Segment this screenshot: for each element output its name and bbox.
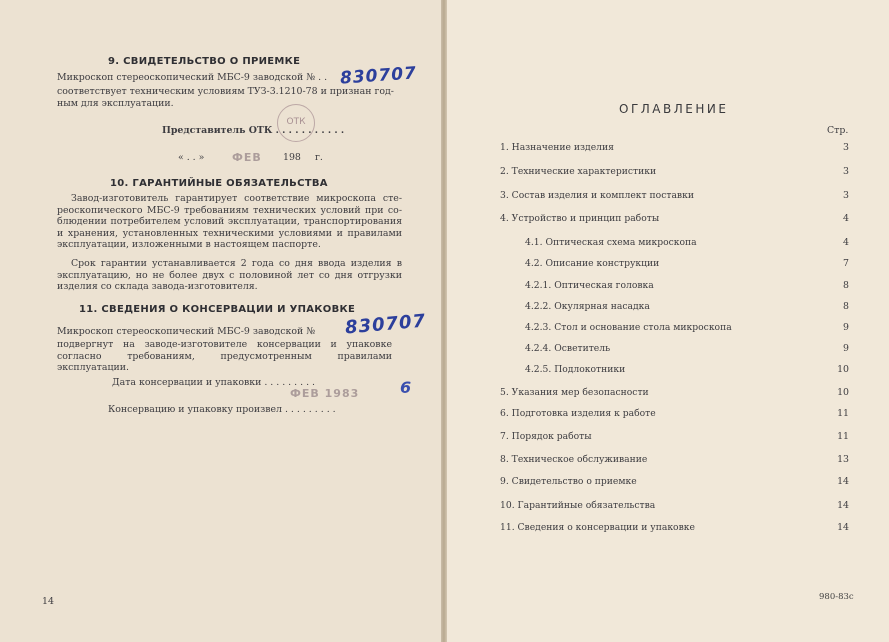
toc-item-page: 4 [843,237,849,248]
toc-item: 3. Состав изделия и комплект поставки [500,190,694,201]
toc-item-page: 11 [837,431,849,442]
toc-item: 4.2.3. Стол и основание стола микроскопа [525,322,732,333]
handwritten-mark: 6 [400,378,413,397]
acceptance-year: 198 [283,152,301,163]
print-code: 980-83с [819,592,854,602]
otk-stamp: ОТК [277,104,315,142]
toc-item-page: 14 [837,500,849,511]
toc-item: 8. Техническое обслуживание [500,454,648,465]
toc-item: 4.2.2. Окулярная насадка [525,301,650,312]
toc-item: 4.1. Оптическая схема микроскопа [525,237,697,248]
acceptance-date-open: « . . » [178,152,205,163]
acceptance-line-3: ным для эксплуатации. [57,98,174,109]
toc-item: 4.2.1. Оптическая головка [525,280,654,291]
serial-number-handwritten: 830707 [339,63,418,89]
toc-item-page: 8 [843,280,849,291]
toc-page-header: Стр. [827,125,849,136]
acceptance-date-stamp: ФЕВ [232,151,262,164]
toc-item-page: 9 [843,343,849,354]
toc-item: 4. Устройство и принцип работы [500,213,660,224]
acceptance-year-suffix: г. [315,152,323,163]
packer-signature-line: Консервацию и упаковку произвел . . . . . . . . . [108,404,336,415]
toc-item: 6. Подготовка изделия к работе [500,408,656,419]
toc-item-page: 3 [843,142,849,153]
section-9-title: 9. СВИДЕТЕЛЬСТВО О ПРИЕМКЕ [108,56,301,67]
toc-item: 11. Сведения о консервации и упаковке [500,522,695,533]
toc-item: 7. Порядок работы [500,431,592,442]
toc-item: 1. Назначение изделия [500,142,614,153]
toc-item-page: 10 [837,387,849,398]
right-page [447,0,889,642]
acceptance-line-1: Микроскоп стереоскопический МБС-9 заводской № . . [57,72,328,83]
toc-item: 5. Указания мер безопасности [500,387,649,398]
toc-item-page: 13 [837,454,849,465]
toc-item-page: 14 [837,476,849,487]
conservation-line-1: Микроскоп стереоскопический МБС-9 заводской № [57,326,316,337]
toc-item: 10. Гарантийные обязательства [500,500,656,511]
serial-number-handwritten-2: 830707 [344,310,427,339]
toc-item-page: 11 [837,408,849,419]
toc-item-page: 8 [843,301,849,312]
toc-item-page: 7 [843,258,849,269]
otk-representative: Представитель ОТК . . . . . . . . . . . [162,125,345,136]
warranty-paragraph-1: Завод-изготовитель гарантирует соответствие микроскопа сте-реоскопического МБС-9 требованиям технических условий при со-блюдении потребителем условий эксплуатации, транспортирования и хранения, установленных техническими условиями и правилами эксплуатации, изложенными в настоящем паспорте. [57,193,402,251]
section-10-title: 10. ГАРАНТИЙНЫЕ ОБЯЗАТЕЛЬСТВА [110,178,328,189]
toc-item: 9. Свидетельство о приемке [500,476,637,487]
left-page [0,0,441,642]
toc-item-page: 14 [837,522,849,533]
toc-item: 2. Технические характеристики [500,166,657,177]
toc-title: ОГЛАВЛЕНИЕ [619,102,729,116]
acceptance-line-2: соответствует техническим условиям ТУЗ-3.1210-78 и признан год- [57,86,394,97]
toc-item-page: 4 [843,213,849,224]
section-11-title: 11. СВЕДЕНИЯ О КОНСЕРВАЦИИ И УПАКОВКЕ [79,304,356,315]
conservation-date: Дата консервации и упаковки . . . . . . . . . [112,377,316,388]
toc-item-page: 3 [843,190,849,201]
toc-item-page: 10 [837,364,849,375]
toc-item: 4.2.4. Осветитель [525,343,611,354]
toc-item: 4.2.5. Подлокотники [525,364,626,375]
toc-item: 4.2. Описание конструкции [525,258,660,269]
warranty-paragraph-2: Срок гарантии устанавливается 2 года со дня ввода изделия в эксплуатацию, но не более двух с половиной лет со дня отгрузки изделия со склада завода-изготовителя. [57,258,402,293]
toc-item-page: 3 [843,166,849,177]
conservation-date-stamp: ФЕВ 1983 [290,387,360,400]
conservation-line-2: подвергнут на заводе-изготовителе консервации и упаковке согласно требованиям, предусмотренным правилами эксплуатации. [57,339,392,374]
page-number-left: 14 [42,596,54,607]
toc-item-page: 9 [843,322,849,333]
